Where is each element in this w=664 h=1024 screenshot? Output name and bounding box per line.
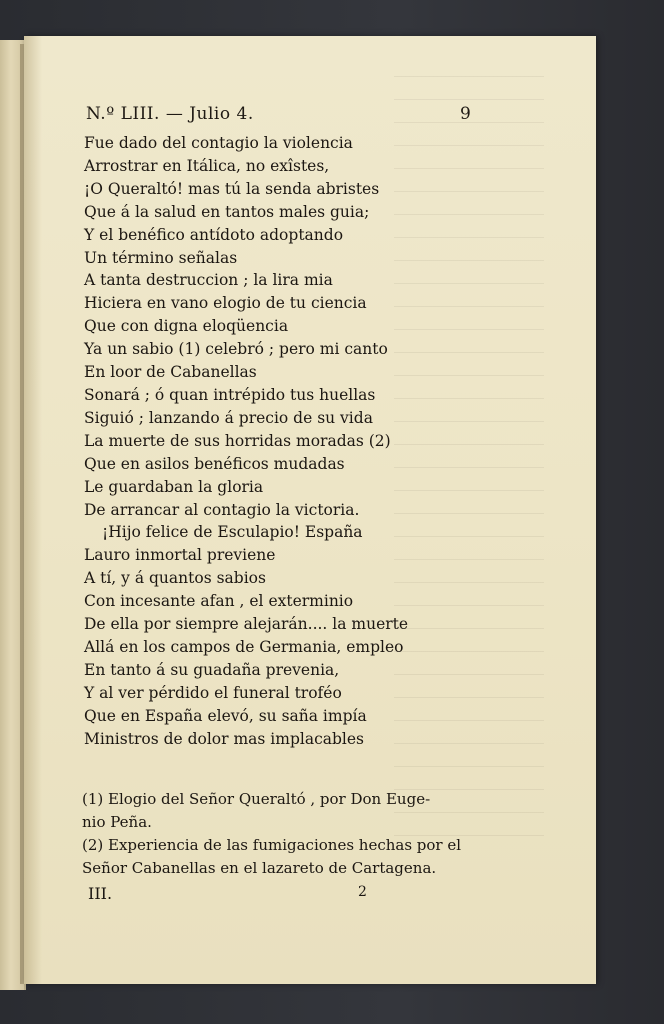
poem-line: Ya un sabio (1) celebró ; pero mi canto bbox=[84, 340, 388, 359]
poem-line: ¡Hijo felice de Esculapio! España bbox=[102, 523, 363, 542]
poem-line: La muerte de sus horridas moradas (2) bbox=[84, 431, 391, 450]
book-page bbox=[24, 36, 596, 984]
poem-line: Le guardaban la gloria bbox=[84, 477, 264, 496]
poem-line: De ella por siempre alejarán.... la muerte bbox=[84, 615, 409, 634]
poem-line: Con incesante afan , el exterminio bbox=[84, 592, 354, 611]
poem-line: Allá en los campos de Germania, empleo bbox=[84, 637, 404, 656]
footnote-line: (1) Elogio del Señor Queraltó , por Don Euge- bbox=[82, 790, 431, 808]
poem-line: En loor de Cabanellas bbox=[84, 363, 257, 382]
poem-line: ¡O Queraltó! mas tú la senda abristes bbox=[84, 179, 380, 198]
poem-line: A tanta destruccion ; la lira mia bbox=[84, 271, 333, 290]
poem-line: Que en España elevó, su saña impía bbox=[84, 706, 367, 725]
poem-body bbox=[84, 132, 524, 750]
poem-line: Sonará ; ó quan intrépido tus huellas bbox=[84, 385, 376, 404]
page-number: 9 bbox=[460, 104, 471, 124]
poem-line: Ministros de dolor mas implacables bbox=[84, 729, 364, 748]
sheet-number: 2 bbox=[358, 884, 367, 900]
footnotes bbox=[82, 788, 532, 880]
poem-line: Que en asilos benéficos mudadas bbox=[84, 454, 345, 473]
poem-line: Y el benéfico antídoto adoptando bbox=[84, 225, 344, 244]
poem-line: Lauro inmortal previene bbox=[84, 546, 276, 565]
footnote-line: (2) Experiencia de las fumigaciones hechas por el bbox=[82, 836, 462, 854]
signature-mark: III. bbox=[88, 884, 113, 903]
poem-line: Que con digna eloqüencia bbox=[84, 317, 289, 336]
footnote-line: Señor Cabanellas en el lazareto de Cartagena. bbox=[82, 859, 437, 877]
poem-line: Que á la salud en tantos males guia; bbox=[84, 202, 370, 221]
poem-line: Y al ver pérdido el funeral troféo bbox=[84, 683, 342, 702]
poem-line: Fue dado del contagio la violencia bbox=[84, 134, 353, 152]
poem-line: A tí, y á quantos sabios bbox=[84, 569, 266, 588]
poem-line: De arrancar al contagio la victoria. bbox=[84, 500, 360, 519]
poem-line: Un término señalas bbox=[84, 248, 238, 267]
running-header: N.º LIII. — Julio 4. bbox=[86, 104, 254, 124]
poem-line: Siguió ; lanzando á precio de su vida bbox=[84, 408, 373, 427]
poem-line: Hiciera en vano elogio de tu ciencia bbox=[84, 294, 367, 313]
poem-line: Arrostrar en Itálica, no exîstes, bbox=[84, 156, 330, 175]
poem-line: En tanto á su guadaña prevenia, bbox=[84, 660, 340, 679]
footnote-line: nio Peña. bbox=[82, 813, 152, 831]
